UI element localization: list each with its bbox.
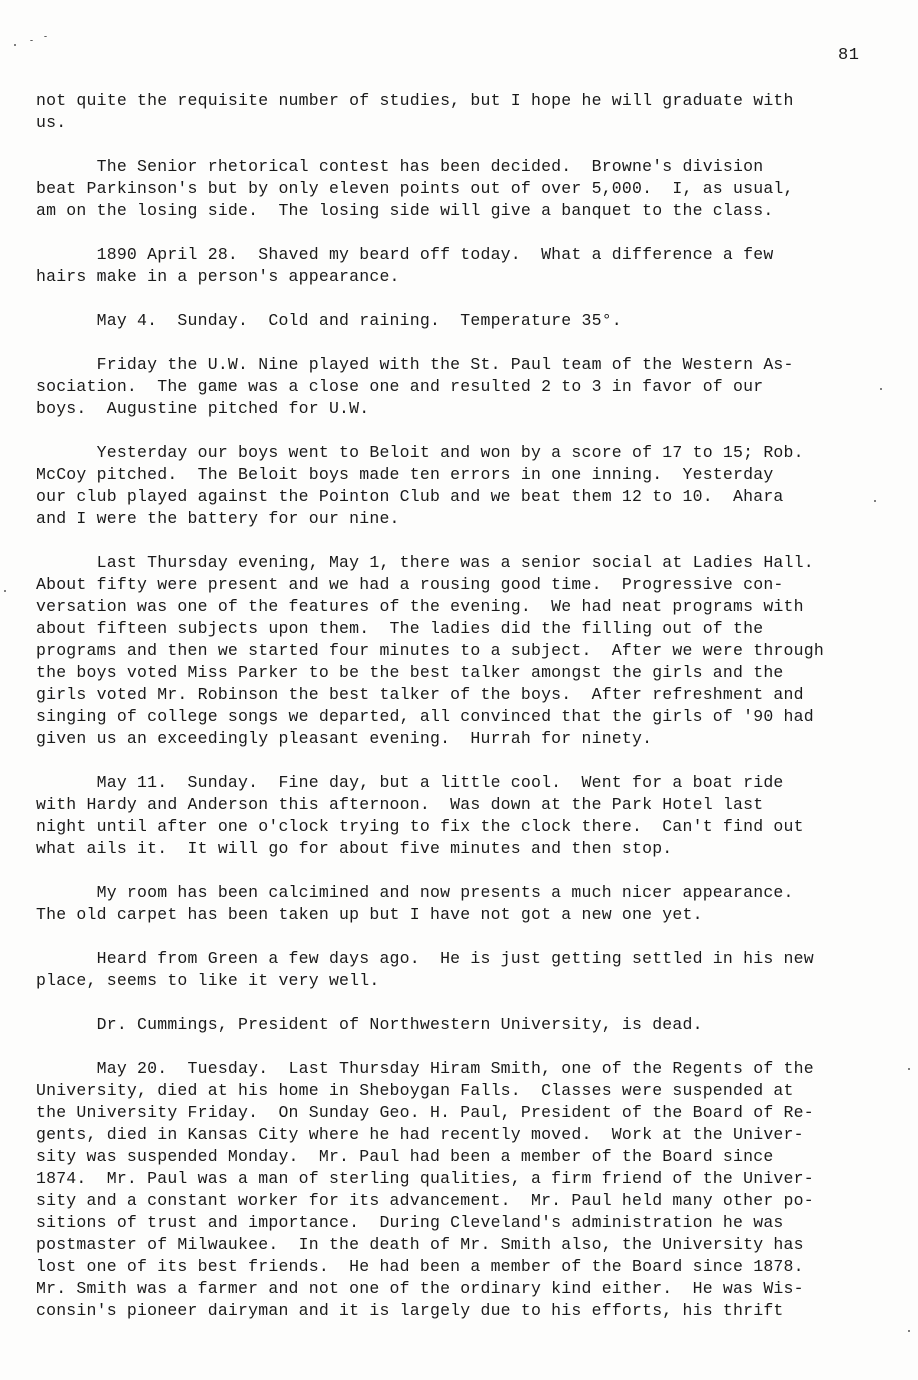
text-line: us. xyxy=(36,113,67,132)
paragraph xyxy=(36,948,896,992)
text-line: May 20. Tuesday. Last Thursday Hiram Smith, one of the Regents of the xyxy=(36,1059,814,1078)
text-line: beat Parkinson's but by only eleven points out of over 5,000. I, as usual, xyxy=(36,179,794,198)
text-line: Dr. Cummings, President of Northwestern University, is dead. xyxy=(36,1015,703,1034)
text-line: McCoy pitched. The Beloit boys made ten errors in one inning. Yesterday xyxy=(36,465,774,484)
text-line: programs and then we started four minutes to a subject. After we were through xyxy=(36,641,824,660)
text-line: versation was one of the features of the evening. We had neat programs with xyxy=(36,597,804,616)
text-line: sity was suspended Monday. Mr. Paul had been a member of the Board since xyxy=(36,1147,774,1166)
paragraph xyxy=(36,882,896,926)
text-line: the University Friday. On Sunday Geo. H. Paul, President of the Board of Re- xyxy=(36,1103,814,1122)
text-line: May 4. Sunday. Cold and raining. Temperature 35°. xyxy=(36,311,622,330)
paragraph xyxy=(36,552,896,750)
paragraph xyxy=(36,156,896,222)
text-line: and I were the battery for our nine. xyxy=(36,509,400,528)
text-line: Friday the U.W. Nine played with the St. Paul team of the Western As- xyxy=(36,355,794,374)
text-line: 1874. Mr. Paul was a man of sterling qualities, a firm friend of the Univer- xyxy=(36,1169,814,1188)
paragraph xyxy=(36,772,896,860)
text-line: 1890 April 28. Shaved my beard off today. What a difference a few xyxy=(36,245,774,264)
text-line: with Hardy and Anderson this afternoon. Was down at the Park Hotel last xyxy=(36,795,764,814)
text-line: University, died at his home in Sheboygan Falls. Classes were suspended at xyxy=(36,1081,794,1100)
text-line: sitions of trust and importance. During Cleveland's administration he was xyxy=(36,1213,784,1232)
paragraph xyxy=(36,90,896,134)
text-line: place, seems to like it very well. xyxy=(36,971,380,990)
paragraph xyxy=(36,244,896,288)
scan-speck xyxy=(30,40,33,41)
scan-speck xyxy=(908,1068,910,1070)
text-line: Heard from Green a few days ago. He is just getting settled in his new xyxy=(36,949,814,968)
paragraph xyxy=(36,1014,896,1036)
text-line: boys. Augustine pitched for U.W. xyxy=(36,399,370,418)
page-number: 81 xyxy=(838,46,860,65)
scan-speck xyxy=(4,590,6,592)
paragraph xyxy=(36,310,896,332)
scan-speck xyxy=(44,36,47,37)
scan-speck xyxy=(14,44,16,46)
text-line: May 11. Sunday. Fine day, but a little cool. Went for a boat ride xyxy=(36,773,784,792)
text-line: Yesterday our boys went to Beloit and won by a score of 17 to 15; Rob. xyxy=(36,443,804,462)
text-line: My room has been calcimined and now presents a much nicer appearance. xyxy=(36,883,794,902)
text-line: our club played against the Pointon Club and we beat them 12 to 10. Ahara xyxy=(36,487,784,506)
text-line: given us an exceedingly pleasant evening. Hurrah for ninety. xyxy=(36,729,653,748)
text-line: am on the losing side. The losing side will give a banquet to the class. xyxy=(36,201,774,220)
text-line: Mr. Smith was a farmer and not one of the ordinary kind either. He was Wis- xyxy=(36,1279,804,1298)
text-line: what ails it. It will go for about five minutes and then stop. xyxy=(36,839,673,858)
text-line: The Senior rhetorical contest has been decided. Browne's division xyxy=(36,157,764,176)
scan-speck xyxy=(880,388,882,390)
scan-speck xyxy=(908,1330,910,1332)
text-line: about fifteen subjects upon them. The ladies did the filling out of the xyxy=(36,619,764,638)
text-line: consin's pioneer dairyman and it is largely due to his efforts, his thrift xyxy=(36,1301,784,1320)
paragraph xyxy=(36,442,896,530)
text-line: postmaster of Milwaukee. In the death of Mr. Smith also, the University has xyxy=(36,1235,804,1254)
text-line: lost one of its best friends. He had been a member of the Board since 1878. xyxy=(36,1257,804,1276)
text-line: sity and a constant worker for its advancement. Mr. Paul held many other po- xyxy=(36,1191,814,1210)
paragraph xyxy=(36,354,896,420)
text-line: not quite the requisite number of studies, but I hope he will graduate with xyxy=(36,91,794,110)
scan-speck xyxy=(874,500,876,502)
text-line: The old carpet has been taken up but I have not got a new one yet. xyxy=(36,905,703,924)
text-line: girls voted Mr. Robinson the best talker of the boys. After refreshment and xyxy=(36,685,804,704)
text-line: About fifty were present and we had a rousing good time. Progressive con- xyxy=(36,575,784,594)
text-line: gents, died in Kansas City where he had recently moved. Work at the Univer- xyxy=(36,1125,804,1144)
text-line: singing of college songs we departed, all convinced that the girls of '90 had xyxy=(36,707,814,726)
text-line: hairs make in a person's appearance. xyxy=(36,267,400,286)
paragraph xyxy=(36,1058,896,1322)
text-line: night until after one o'clock trying to fix the clock there. Can't find out xyxy=(36,817,804,836)
text-line: the boys voted Miss Parker to be the best talker amongst the girls and the xyxy=(36,663,784,682)
body-text xyxy=(36,90,896,1344)
text-line: Last Thursday evening, May 1, there was a senior social at Ladies Hall. xyxy=(36,553,814,572)
text-line: sociation. The game was a close one and resulted 2 to 3 in favor of our xyxy=(36,377,764,396)
